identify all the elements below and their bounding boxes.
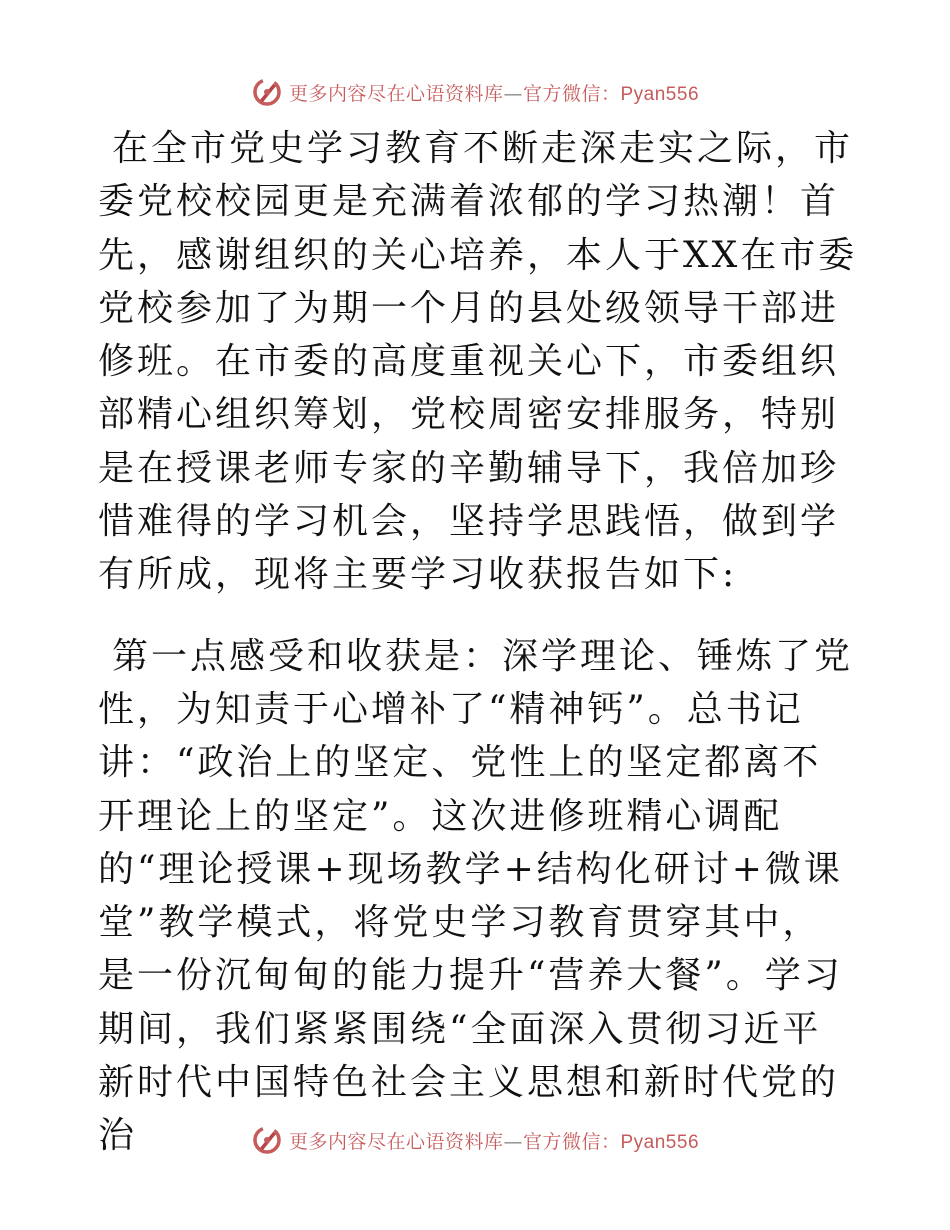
paragraph-intro: 在全市党史学习教育不断走深走实之际，市委党校校园更是充满着浓郁的学习热潮！首先，感谢组织的关心培养，本人于XX在市委党校参加了为期一个月的县处级领导干部进修班。在市委的高度重视关心下，市委组织部精心组织筹划，党校周密安排服务，特别是在授课老师专家的辛勤辅导下，我倍加珍惜难得的学习机会，坚持学思践悟，做到学有所成，现将主要学习收获报告如下: [98,128,858,596]
watermark-separator: — [503,82,523,105]
watermark-channel: 官方微信： [522,1130,621,1153]
watermark-text [289,1127,699,1154]
brush-seal-icon [251,1124,283,1156]
watermark-id: Pyan556 [620,83,700,105]
watermark-separator: — [503,1130,523,1153]
paragraph-first-point: 第一点感受和收获是：深学理论、锤炼了党性，为知责于心增补了“精神钙”。总书记讲：“政治上的坚定、党性上的坚定都离不开理论上的坚定”。这次进修班精心调配的“理论授课+现场教学+结构化研讨+微课堂”教学模式，将党史学习教育贯穿其中，是一份沉甸甸的能力提升“营养大餐”。学习期间，我们紧紧围绕“全面深入贯彻习近平新时代中国特色社会主义思想和新时代党的治 [98,635,854,1157]
brush-seal-icon [251,76,283,108]
watermark-id: Pyan556 [620,1131,700,1153]
watermark-channel: 官方微信： [522,82,621,105]
header-watermark [0,72,950,112]
watermark-text [289,79,699,106]
document-body [98,122,858,1163]
watermark-brand: 更多内容尽在心语资料库 [288,82,504,105]
footer-watermark [0,1120,950,1160]
watermark-brand: 更多内容尽在心语资料库 [288,1130,504,1153]
